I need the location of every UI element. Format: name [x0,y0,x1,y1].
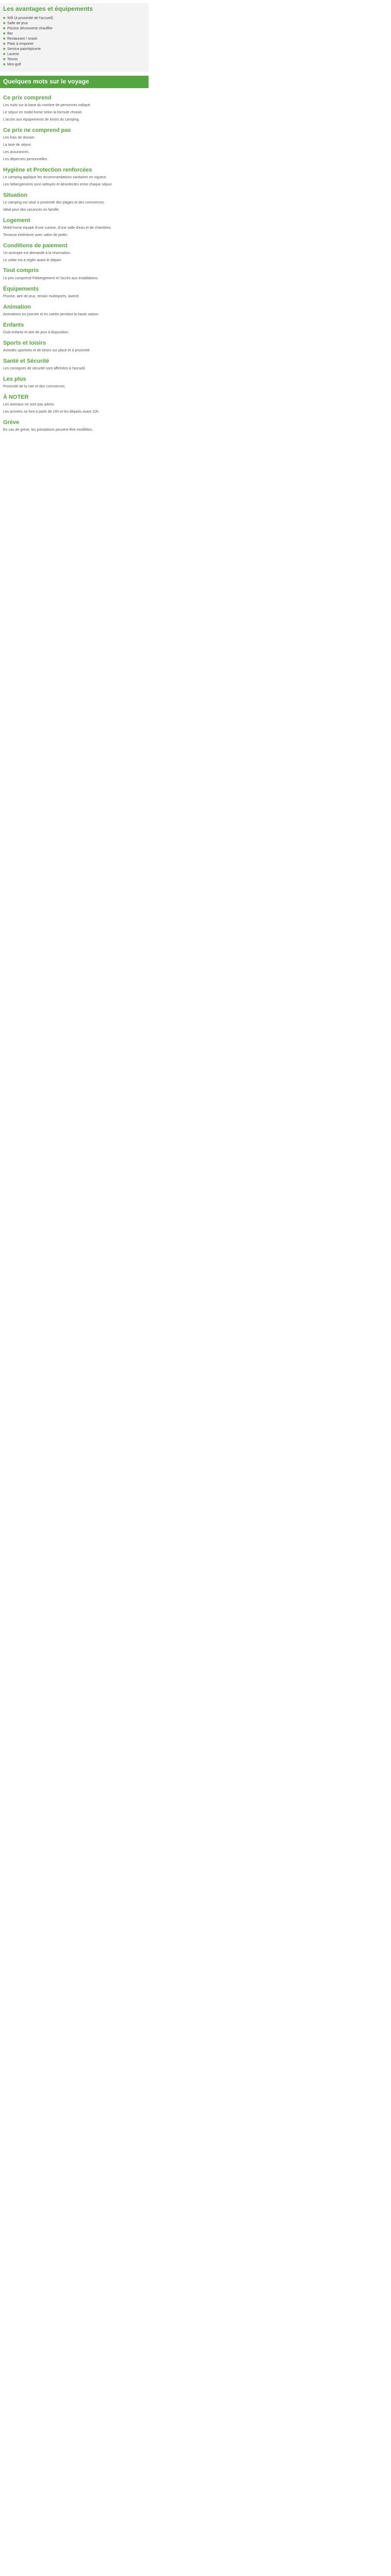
section-paragraph: Les animaux ne sont pas admis. [3,402,55,406]
equipment-panel-title: Les avantages et équipements [3,5,93,12]
equipment-item-label: Service pain/épicerie [7,47,41,52]
section-paragraph: Les nuits sur la base du nombre de personnes indiqué. [3,103,91,107]
section-paragraph: Le prix comprend l'hébergement et l'accès aux installations. [3,276,99,280]
bullet-icon: ■ [3,47,6,52]
section-heading: Situation [3,192,28,198]
bullet-icon: ■ [3,63,6,67]
section-heading: Équipements [3,285,39,292]
bullet-icon: ■ [3,22,6,26]
equipment-item-label: Bar [7,32,13,36]
bullet-icon: ■ [3,53,6,57]
bullet-icon: ■ [3,42,6,46]
section-paragraph: Les hébergements sont nettoyés et désinfectés entre chaque séjour. [3,182,113,187]
section-heading: Les plus [3,376,26,382]
section-paragraph: Le camping est situé à proximité des plages et des commerces. [3,200,105,205]
equipment-item [3,52,145,57]
equipment-item-label: Plats à emporter [7,42,34,46]
section-heading: Logement [3,217,30,224]
section-heading: Ce prix comprend [3,94,52,101]
equipment-item [3,37,145,42]
section-paragraph: Idéal pour des vacances en famille. [3,208,60,212]
equipment-item [3,31,145,37]
section-paragraph: Les consignes de sécurité sont affichées à l'accueil. [3,366,86,370]
equipment-item [3,16,145,21]
equipment-item [3,26,145,31]
equipment-list [3,16,145,67]
equipment-item-label: Salle de jeux [7,22,28,26]
section-heading: Hygiène et Protection renforcées [3,166,92,173]
description-content [0,88,295,440]
equipment-item-label: Piscine découverte chauffée [7,27,53,31]
section-paragraph: Les frais de dossier. [3,135,36,140]
bullet-icon: ■ [3,16,6,21]
section-paragraph: Le camping applique les recommandations sanitaires en vigueur. [3,175,107,179]
section-heading: Sports et loisirs [3,340,46,346]
equipment-item-label: Wifi (à proximité de l'accueil) [7,16,53,21]
section-heading: À NOTER [3,394,29,400]
section-paragraph: Piscine, aire de jeux, terrain multisports, laverie. [3,294,80,298]
equipment-item [3,21,145,26]
equipment-item-label: Laverie [7,53,19,57]
section-heading: Enfants [3,321,24,328]
equipment-panel [0,3,149,72]
equipment-item [3,62,145,67]
section-paragraph: Le solde est à régler avant le départ. [3,258,62,262]
section-heading: Ce prix ne comprend pas [3,127,71,133]
equipment-item [3,47,145,52]
section-paragraph: Club enfants et aire de jeux à disposition. [3,330,70,334]
section-heading: Grève [3,419,20,426]
bullet-icon: ■ [3,37,6,41]
section-paragraph: Animations en journée et en soirée pendant la haute saison. [3,312,100,316]
section-paragraph: Proximité de la mer et des commerces. [3,384,66,388]
section-paragraph: Activités sportives et de loisirs sur place et à proximité. [3,348,91,352]
equipment-item-label: Tennis [7,58,18,62]
section-paragraph: Le séjour en mobil-home selon la formule choisie. [3,110,83,114]
section-bar: Quelques mots sur le voyage [0,76,149,88]
equipment-item [3,42,145,47]
section-heading: Santé et Sécurité [3,358,50,364]
section-paragraph: Mobil-home équipé d'une cuisine, d'une salle d'eau et de chambres. [3,226,112,230]
section-heading: Tout compris [3,267,39,274]
section-paragraph: Les dépenses personnelles. [3,157,48,161]
bullet-icon: ■ [3,27,6,31]
section-paragraph: Terrasse extérieure avec salon de jardin. [3,233,69,237]
section-paragraph: L'accès aux équipements de loisirs du camping. [3,117,80,122]
bullet-icon: ■ [3,32,6,36]
equipment-item-label: Restaurant / snack [7,37,38,41]
section-paragraph: En cas de grève, les prestations peuvent être modifiées. [3,428,93,432]
equipment-item-label: Mini-golf [7,63,21,67]
equipment-item [3,57,145,62]
section-heading: Conditions de paiement [3,242,68,249]
section-paragraph: Les assurances. [3,150,29,154]
section-paragraph: Les arrivées se font à partir de 16h et les départs avant 10h. [3,410,100,414]
bullet-icon: ■ [3,58,6,62]
section-heading: Animation [3,303,31,310]
section-paragraph: La taxe de séjour. [3,143,32,147]
section-paragraph: Un acompte est demandé à la réservation. [3,251,71,255]
